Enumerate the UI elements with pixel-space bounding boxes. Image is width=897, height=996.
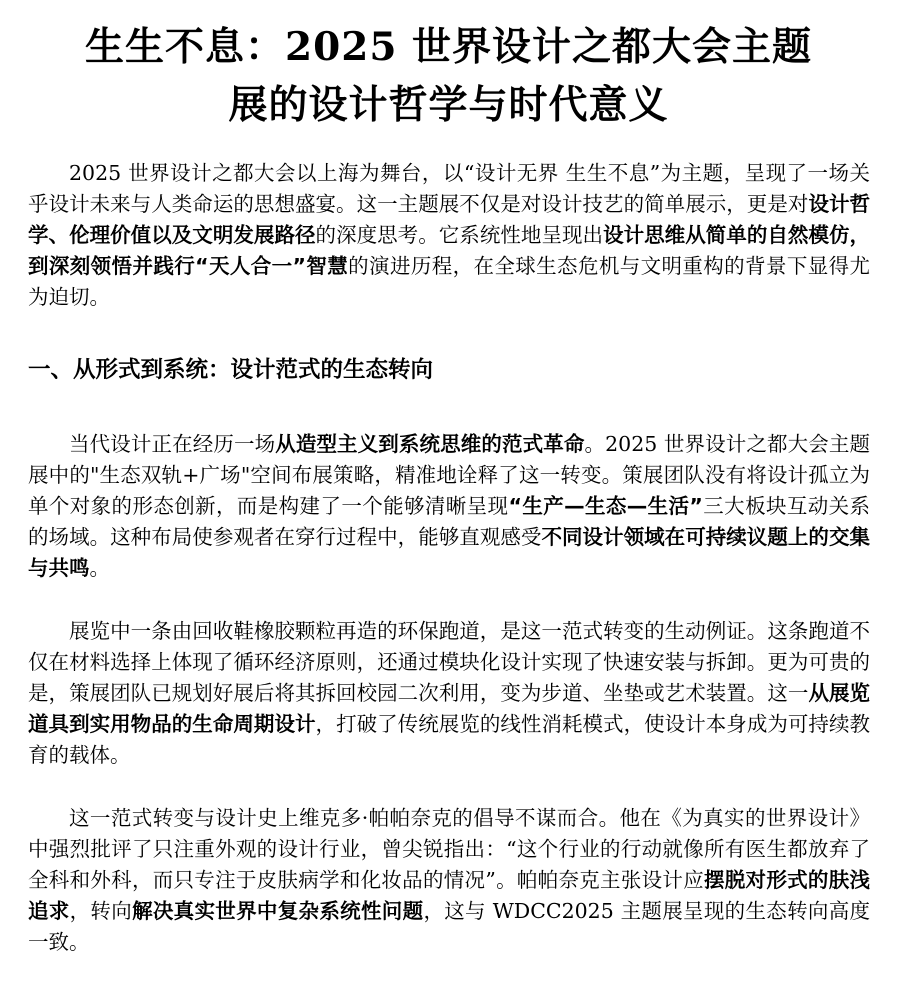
p3-bold-1: 摆脱对形式的肤浅追求 — [28, 868, 870, 923]
document-title — [0, 0, 897, 134]
intro-bold-2: 设计思维从简单的自然模仿，到深刻领悟并践行“天人合一”智慧 — [28, 223, 871, 278]
p1-text-4: 。 — [89, 556, 110, 580]
section-paragraph-3 — [28, 803, 870, 958]
intro-text-3: 的演进历程，在全球生态危机与文明重构的背景下显得尤为迫切。 — [28, 254, 870, 309]
p2-text-2: ，打破了传统展览的线性消耗模式，使设计本身成为可持续教育的载体。 — [28, 712, 871, 767]
p3-bold-2: 解决真实世界中复杂系统性问题 — [132, 899, 424, 923]
section-paragraph-2 — [28, 616, 870, 771]
p3-text-1: 这一范式转变与设计史上维克多·帕帕奈克的倡导不谋而合。他在《为真实的世界设计》中强烈批评了只注重外观的设计行业，曾尖锐指出：“这个行业的行动就像所有医生都放弃了全科和外科，而只专注于皮肤病学和化妆品的情况”。帕帕奈克主张设计应 — [28, 806, 870, 892]
title-line-1: 生生不息：2025 世界设计之都大会主题 — [84, 24, 813, 70]
p2-text-1: 展览中一条由回收鞋橡胶颗粒再造的环保跑道，是这一范式转变的生动例证。这条跑道不仅在材料选择上体现了循环经济原则，还通过模块化设计实现了快速安装与拆卸。更为可贵的是，策展团队已规划好展后将其拆回校园二次利用，变为步道、坐垫或艺术装置。这一 — [28, 619, 870, 705]
p1-bold-2: “生产—生态—生活” — [508, 494, 703, 518]
intro-text-1: 2025 世界设计之都大会以上海为舞台，以“设计无界 生生不息”为主题，呈现了一场关乎设计未来与人类命运的思想盛宴。这一主题展不仅是对设计技艺的简单展示，更是对 — [28, 161, 870, 216]
p2-bold-1: 从展览道具到实用物品的生命周期设计 — [28, 681, 871, 736]
intro-bold-1: 设计哲学、伦理价值以及文明发展路径 — [28, 192, 871, 247]
p1-bold-3: 不同设计领域在可持续议题上的交集与共鸣 — [28, 525, 870, 580]
title-line-2: 展的设计哲学与时代意义 — [228, 82, 669, 128]
section-paragraph-1 — [28, 429, 870, 584]
p1-text-1: 当代设计正在经历一场 — [69, 432, 276, 456]
p1-text-3: 三大板块互动关系的场域。这种布局使参观者在穿行过程中，能够直观感受 — [28, 494, 871, 549]
p1-bold-1: 从造型主义到系统思维的范式革命 — [275, 432, 585, 456]
intro-text-2: 的深度思考。它系统性地呈现出 — [315, 223, 604, 247]
section-heading: 一、从形式到系统：设计范式的生态转向 — [28, 357, 434, 383]
p3-text-3: ，这与 WDCC2025 主题展呈现的生态转向高度一致。 — [28, 899, 871, 954]
p3-text-2: ，转向 — [69, 899, 133, 923]
intro-paragraph — [28, 158, 870, 313]
p1-text-2: 。2025 世界设计之都大会主题展中的"生态双轨+广场"空间布展策略，精准地诠释了这一转变。策展团队没有将设计孤立为单个对象的形态创新，而是构建了一个能够清晰呈现 — [28, 432, 871, 518]
